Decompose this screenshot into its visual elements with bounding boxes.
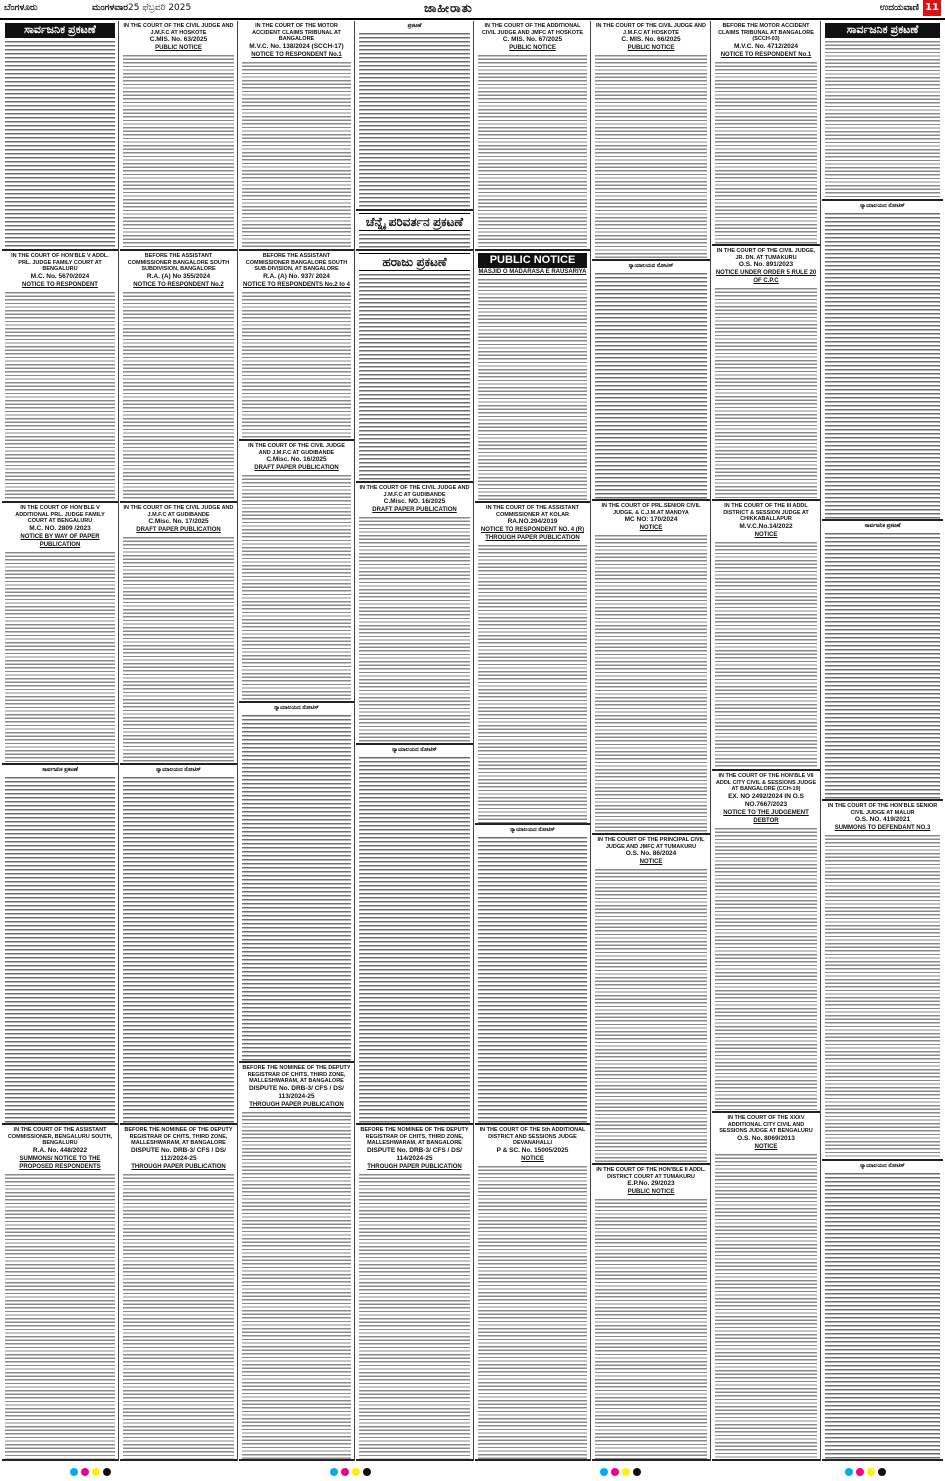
- notice-title: PUBLIC NOTICE: [478, 253, 587, 268]
- notice-title: DRAFT PAPER PUBLICATION: [372, 507, 457, 513]
- notice-body-text: [595, 1198, 707, 1461]
- notice-body-text: [5, 551, 115, 766]
- court-heading: BEFORE THE NOMINEE OF THE DEPUTY REGISTRAR OF CHITS, THIRD ZONE, MALLESHWARAM, AT BANGALORE: [242, 1065, 351, 1084]
- city-label: ಬೆಂಗಳೂರು: [4, 3, 38, 13]
- classifieds-grid: [2, 21, 943, 1461]
- notice-body-text: [5, 291, 115, 504]
- court-heading: ಸಾರ್ವಜನಿಕ ಪ್ರಕಟಣೆ: [864, 523, 901, 529]
- legal-notice: [239, 441, 354, 703]
- column-2: [120, 21, 238, 1461]
- court-heading: ನ್ಯಾಯಾಲಯದ ನೋಟಿಸ್: [860, 203, 905, 209]
- court-heading: ನ್ಯಾಯಾಲಯದ ನೋಟಿಸ್: [628, 263, 674, 269]
- court-heading: IN THE COURT OF PRL.SENIOR CIVIL JUDGE, & C.J.M.AT MANDYA: [601, 503, 701, 516]
- notice-body-text: [242, 474, 351, 703]
- court-heading: IN THE COURT OF THE ADDITIONAL CIVIL JUDGE AND JMFC AT HOSKOTE: [481, 23, 584, 36]
- notice-body-text: [5, 776, 115, 1126]
- notice-title: PUBLIC NOTICE: [627, 1189, 675, 1195]
- court-heading: IN THE COURT OF THE CIVIL JUDGE, JR. DN. AT TUMAKURU: [716, 248, 816, 261]
- notice-body-text: [359, 1173, 470, 1462]
- legal-notice: [356, 211, 473, 251]
- legal-notice: [356, 483, 473, 745]
- court-heading: IN THE COURT OF THE MOTOR ACCIDENT CLAIMS TRIBUNAL AT BANGALORE: [252, 23, 341, 42]
- notice-body-text: [123, 54, 234, 251]
- notice-title: NOTICE: [639, 859, 663, 865]
- notice-title: NOTICE TO RESPONDENT NO. 4 (R) THROUGH PAPER PUBLICATION: [480, 527, 585, 541]
- notice-title: NOTICE TO THE JUDGEMENT DEBTOR: [723, 809, 809, 824]
- court-heading: ನ್ಯಾಯಾಲಯದ ನೋಟಿಸ್: [156, 767, 201, 773]
- court-heading: IN THE COURT OF THE III ADDL DISTRICT & SESSION JUDGE AT CHIKKABALLAPUR: [723, 503, 809, 522]
- color-registration-marks: [600, 1468, 641, 1476]
- legal-notice: [712, 501, 820, 771]
- legal-notice: [712, 21, 820, 246]
- case-number: C.Misc. NO. 16/2025: [383, 498, 446, 505]
- court-heading: IN THE COURT OF THE CIVIL JUDGE AND J.M.F.C AT GUDIBANDE: [359, 485, 470, 498]
- court-heading: IN THE COURT OF HON'BLE V ADDITIONAL PRL. JUDGE FAMILY COURT AT BENGALURU: [15, 505, 105, 524]
- court-heading: ನ್ಯಾಯಾಲಯದ ನೋಟಿಸ್: [274, 705, 319, 711]
- case-number: O.S. No. 891/2023: [738, 261, 794, 268]
- column-5: [475, 21, 591, 1461]
- notice-body-text: [242, 1111, 351, 1462]
- notice-body-text: [242, 291, 351, 442]
- case-number: C.Misc. No. 16/2025: [266, 456, 327, 463]
- notice-body-text: [595, 534, 707, 835]
- notice-title: ಸಾರ್ವಜನಿಕ ಪ್ರಕಟಣೆ: [825, 23, 940, 38]
- court-heading: IN THE COURT OF THE 5th ADDITIONAL DISTRICT AND SESSIONS JUDGE DEVANAHALLI: [479, 1127, 586, 1146]
- case-number: C.Misc. No. 17/2025: [148, 518, 209, 525]
- court-heading: IN THE COURT OF THE HON'BLE II ADDL. DISTRICT COURT AT TUMAKURU: [596, 1167, 706, 1180]
- legal-notice: [475, 1125, 590, 1461]
- notice-body-text: [825, 212, 940, 522]
- case-number: DISPUTE No. DRB-3/ CFS / DS/ 112/2024-25: [131, 1146, 226, 1162]
- legal-notice: [120, 503, 237, 765]
- case-number: R.A. (A) No. 937/ 2024: [263, 272, 330, 280]
- case-number: O.S. NO. 419/2021: [854, 816, 911, 823]
- legal-notice: [356, 745, 473, 1125]
- notice-title: THROUGH PAPER PUBLICATION: [131, 1163, 226, 1170]
- case-number: DISPUTE No. DRB-3/ CFS / DS/ 113/2024-25: [249, 1084, 344, 1100]
- notice-body-text: [715, 827, 817, 1114]
- legal-notice: [2, 1125, 118, 1461]
- notice-title: DRAFT PAPER PUBLICATION: [136, 527, 221, 533]
- court-heading: BEFORE THE MOTOR ACCIDENT CLAIMS TRIBUNAL AT BANGALORE (SCCH-03): [718, 23, 814, 42]
- notice-title: NOTICE TO RESPONDENT No.1: [720, 51, 812, 58]
- legal-notice: [592, 21, 710, 261]
- notice-body-text: [359, 233, 470, 251]
- case-number: C. MIS. No. 67/2025: [502, 36, 563, 43]
- notice-body-text: [715, 61, 817, 247]
- notice-body-text: [478, 1165, 587, 1462]
- notice-title: PUBLIC NOTICE: [155, 45, 202, 51]
- notice-body-text: [478, 54, 587, 251]
- court-heading: BEFORE THE ASSISTANT COMMISSIONER BANGALORE SOUTH SUBDIVISION, BANGALORE: [127, 253, 230, 272]
- notice-body-text: [825, 1172, 940, 1462]
- court-heading: ನ್ಯಾಯಾಲಯದ ನೋಟಿಸ್: [510, 827, 555, 833]
- court-heading: BEFORE THE NOMINEE OF THE DEPUTY REGISTRAR OF CHITS, THIRD ZONE, MALLESHWARAM, AT BANGALORE: [124, 1127, 233, 1146]
- court-heading: IN THE COURT OF THE XXXV ADDITIONAL CITY CIVIL AND SESSIONS JUDGE AT BENGALURU: [719, 1115, 813, 1134]
- court-heading: IN THE COURT OF THE HON'BLE VII ADDL CITY CIVIL & SESSIONS JUDGE AT BANGALORE (CCH-19): [715, 773, 817, 792]
- court-heading: IN THE COURT OF THE HON'BLE SENIOR CIVIL JUDGE AT MALUR: [827, 803, 938, 816]
- notice-body-text: [825, 532, 940, 802]
- notice-subtitle: MASJID O MADARASA E RAUSARIYA: [478, 269, 587, 275]
- court-heading: IN THE COURT OF THE CIVIL JUDGE AND J.M.F.C AT GUDIBANDE: [123, 505, 234, 518]
- court-heading: ನ್ಯಾಯಾಲಯದ ನೋಟಿಸ್: [860, 1163, 905, 1169]
- legal-notice: [356, 251, 473, 483]
- legal-notice: [822, 21, 943, 201]
- notice-title: NOTICE: [521, 1155, 544, 1162]
- notice-title: ಸಾರ್ವಜನಿಕ ಪ್ರಕಟಣೆ: [5, 23, 115, 38]
- notice-body-text: [595, 54, 707, 261]
- legal-notice: [475, 251, 590, 503]
- case-number: DISPUTE No. DRB-3/ CFS / DS/ 114/2024-25: [367, 1146, 462, 1162]
- notice-body-text: [359, 756, 470, 1126]
- legal-notice: [239, 251, 354, 441]
- notice-title: PUBLIC NOTICE: [509, 45, 556, 51]
- legal-notice: [239, 1063, 354, 1461]
- legal-notice: [592, 1165, 710, 1461]
- legal-notice: [120, 765, 237, 1125]
- notice-title: ಚೆನ್ನೈ ಪರಿವರ್ತನ ಪ್ರಕಟಣೆ: [359, 213, 470, 231]
- legal-notice: [356, 21, 473, 211]
- notice-title: NOTICE TO RESPONDENT No.1: [251, 51, 342, 58]
- notice-title: SUMMONS TO DEFENDANT NO.3: [834, 825, 931, 831]
- column-3: [239, 21, 355, 1461]
- notice-body-text: [359, 32, 470, 212]
- color-registration-marks: [330, 1468, 371, 1476]
- court-heading: IN THE COURT OF THE PRINCIPAL CIVIL JUDGE AND JMFC AT TUMAKURU: [597, 837, 705, 850]
- case-number: O.S. No. 8069/2013: [737, 1134, 795, 1142]
- legal-notice: [712, 1113, 820, 1461]
- case-number: E.P.No. 29/2023: [627, 1180, 675, 1187]
- notice-body-text: [242, 61, 351, 252]
- notice-title: PUBLIC NOTICE: [627, 45, 675, 51]
- court-heading: IN THE COURT OF THE CIVIL JUDGE AND J.M.F.C AT HOSKOTE: [595, 23, 706, 36]
- notice-title: SUMMONS/ NOTICE TO THE PROPOSED RESPONDENTS: [19, 1155, 101, 1170]
- court-heading: IN THE COURT OF THE ASSISTANT COMMISSIONER, BENGALURU SOUTH, BENGALURU: [7, 1127, 113, 1146]
- notice-title: NOTICE TO RESPONDENT: [22, 281, 98, 288]
- legal-notice: [822, 201, 943, 521]
- legal-notice: [475, 825, 590, 1125]
- case-number: M.V.C. No. 138/2024 (SCCH-17): [249, 42, 344, 50]
- legal-notice: [592, 835, 710, 1165]
- case-number: M.V.C. No. 4712/2024: [733, 42, 799, 50]
- case-number: C.MIS. No. 63/2025: [149, 36, 208, 43]
- date-label: 25 ಫೆಬ್ರವರಿ 2025: [128, 3, 192, 13]
- paper-name: ಉದಯವಾಣಿ: [879, 3, 919, 13]
- case-number: R.A. (A) No 355/2024: [146, 272, 211, 280]
- notice-body-text: [478, 278, 587, 503]
- court-heading: IN THE COURT OF THE CIVIL JUDGE AND J.M.F.C AT HOSKOTE: [123, 23, 234, 36]
- legal-notice: [120, 21, 237, 251]
- color-registration-marks: [70, 1468, 111, 1476]
- masthead: [0, 0, 945, 20]
- notice-title: NOTICE TO RESPONDENTS No.2 to 4: [243, 281, 350, 288]
- legal-notice: [475, 503, 590, 825]
- notice-body-text: [123, 536, 234, 765]
- court-heading: IN THE COURT OF HON'BLE V ADDL. PRL. JUDGE FAMILY COURT AT BENGALURU: [11, 253, 109, 272]
- case-number: O.S. No. 86/2024: [625, 850, 677, 857]
- legal-notice: [712, 771, 820, 1113]
- case-number: M.C. NO. 2809 /2023: [29, 524, 91, 532]
- notice-body-text: [123, 1173, 234, 1462]
- notice-title: NOTICE UNDER ORDER 5 RULE 20 OF C.P.C: [715, 270, 817, 284]
- notice-body-text: [595, 272, 707, 502]
- notice-body-text: [242, 714, 351, 1064]
- court-heading: ನ್ಯಾಯಾಲಯದ ನೋಟಿಸ್: [392, 747, 437, 753]
- court-heading: BEFORE THE ASSISTANT COMMISSIONER BANGALORE SOUTH SUB-DIVISION, AT BANGALORE: [245, 253, 348, 272]
- notice-body-text: [478, 836, 587, 1126]
- legal-notice: [239, 703, 354, 1063]
- column-8: [822, 21, 943, 1461]
- court-heading: BEFORE THE NOMINEE OF THE DEPUTY REGISTRAR OF CHITS, THIRD ZONE, MALLESHWARAM, AT BANGALORE: [360, 1127, 469, 1146]
- notice-body-text: [478, 544, 587, 825]
- notice-body-text: [825, 834, 940, 1161]
- legal-notice: [475, 21, 590, 251]
- color-registration-marks: [845, 1468, 886, 1476]
- column-1: [2, 21, 119, 1461]
- legal-notice: [592, 261, 710, 501]
- notice-body-text: [715, 287, 817, 501]
- court-heading: ಸಾರ್ವಜನಿಕ ಪ್ರಕಟಣೆ: [42, 767, 78, 773]
- print-registration-footer: [0, 1463, 945, 1481]
- legal-notice: [2, 503, 118, 765]
- legal-notice: [822, 521, 943, 801]
- legal-notice: [822, 801, 943, 1161]
- notice-body-text: [595, 868, 707, 1165]
- column-7: [712, 21, 821, 1461]
- case-number: MC NO: 170/2024: [624, 516, 678, 523]
- notice-body-text: [715, 1153, 817, 1462]
- column-6: [592, 21, 711, 1461]
- case-number: EX. NO 2492/2024 IN O.S NO.7667/2023: [728, 792, 804, 808]
- notice-title: NOTICE: [754, 531, 778, 538]
- notice-title: NOTICE BY WAY OF PAPER PUBLICATION: [20, 533, 100, 548]
- legal-notice: [2, 251, 118, 503]
- notice-body-text: [359, 273, 470, 483]
- case-number: M.V.C.No.14/2022: [739, 522, 793, 530]
- legal-notice: [356, 1125, 473, 1461]
- notice-body-text: [5, 40, 115, 251]
- legal-notice: [822, 1161, 943, 1461]
- page-number: 11: [923, 0, 941, 16]
- notice-title: NOTICE TO RESPONDENT No.2: [133, 281, 224, 288]
- legal-notice: [592, 501, 710, 835]
- notice-body-text: [359, 516, 470, 745]
- notice-title: THROUGH PAPER PUBLICATION: [367, 1163, 462, 1170]
- case-number: RA.NO.294/2019: [507, 518, 558, 525]
- notice-body-text: [5, 1173, 115, 1462]
- notice-body-text: [715, 541, 817, 772]
- notice-title: THROUGH PAPER PUBLICATION: [249, 1101, 344, 1108]
- column-4: [356, 21, 474, 1461]
- day-label: ಮಂಗಳವಾರ: [92, 3, 129, 13]
- section-title: ಜಾಹೀರಾತು: [424, 1, 473, 15]
- legal-notice: [120, 1125, 237, 1461]
- case-number: C. MIS. No. 66/2025: [621, 36, 681, 43]
- legal-notice: [120, 251, 237, 503]
- notice-title: DRAFT PAPER PUBLICATION: [254, 465, 339, 471]
- case-number: M.C. No. 5670/2024: [30, 272, 90, 280]
- notice-body-text: [123, 291, 234, 504]
- notice-body-text: [825, 40, 940, 201]
- legal-notice: [2, 765, 118, 1125]
- legal-notice: [239, 21, 354, 251]
- case-number: R.A. No. 448/2022: [32, 1146, 88, 1154]
- notice-body-text: [123, 776, 234, 1126]
- legal-notice: [2, 21, 118, 251]
- court-heading: IN THE COURT OF THE ASSISTANT COMMISSIONER AT KOLAR: [486, 505, 579, 518]
- notice-title: NOTICE: [754, 1143, 778, 1150]
- notice-title: NOTICE: [639, 525, 663, 531]
- legal-notice: [712, 246, 820, 501]
- notice-title: ಹರಾಜು ಪ್ರಕಟಣೆ: [359, 253, 470, 271]
- case-number: P & SC. No. 15005/2025: [496, 1146, 569, 1154]
- court-heading: ಪ್ರಕಟಣೆ: [407, 23, 422, 29]
- court-heading: IN THE COURT OF THE CIVIL JUDGE AND J.M.F.C AT GUDIBANDE: [248, 443, 345, 456]
